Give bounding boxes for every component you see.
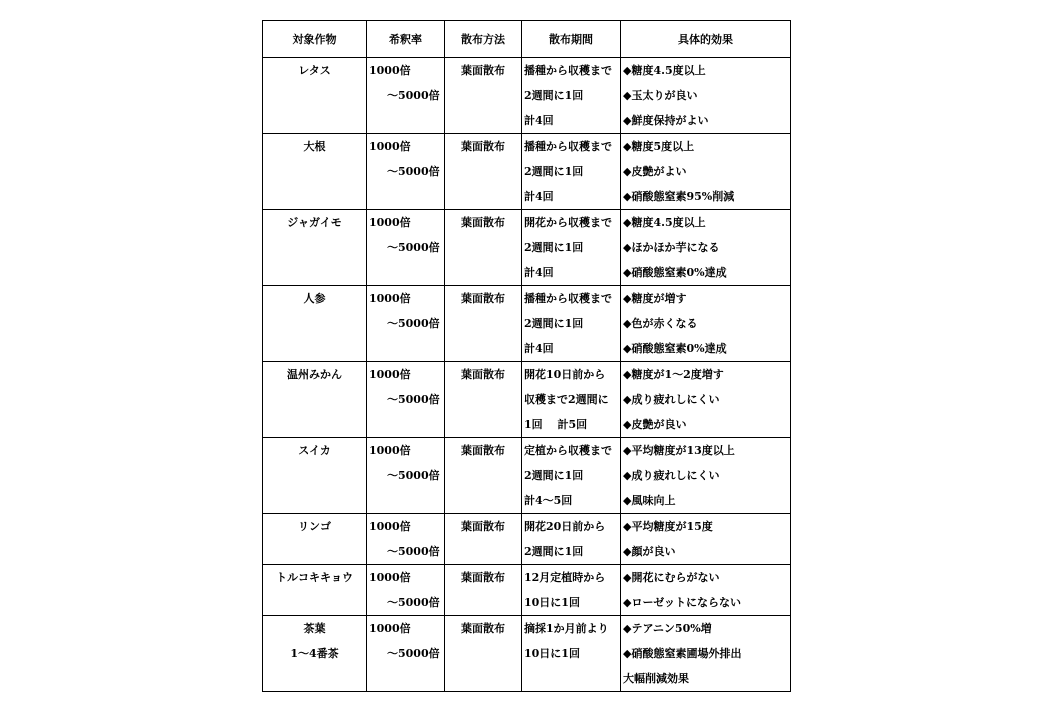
effects-line: ◆皮艶がよい (623, 165, 687, 178)
effects-cell (621, 514, 791, 565)
spray-method-cell (445, 616, 522, 692)
crop-line: リンゴ (298, 520, 331, 533)
effects-line: ◆玉太りが良い (623, 89, 698, 102)
period-line: 2週間に1回 (524, 469, 584, 482)
table-row (263, 616, 791, 692)
period-line: 播種から収穫まで (524, 64, 612, 77)
period-line: 摘採1か月前より (524, 622, 609, 635)
rate-line: ～5000倍 (387, 165, 440, 178)
spray-period-cell (522, 134, 621, 210)
effects-cell (621, 565, 791, 616)
table-row (263, 58, 791, 134)
period-line: 収穫まで2週間に (524, 393, 609, 406)
period-line: 12月定植時から (524, 571, 606, 584)
header-spray-method: 散布方法 (445, 21, 522, 58)
effects-line: ◆硝酸態窒素0%達成 (623, 266, 727, 279)
effects-line: ◆糖度4.5度以上 (623, 64, 706, 77)
effects-line: ◆糖度5度以上 (623, 140, 695, 153)
period-line: 播種から収穫まで (524, 292, 612, 305)
effects-line: ◆色が赤くなる (623, 317, 698, 330)
period-line: 2週間に1回 (524, 165, 584, 178)
dilution-rate-cell (367, 565, 445, 616)
effects-line: 大幅削減効果 (623, 672, 689, 685)
table-row (263, 210, 791, 286)
effects-line: ◆成り疲れしにくい (623, 393, 720, 406)
spray-period-cell (522, 438, 621, 514)
method-line: 葉面散布 (461, 444, 505, 457)
spray-period-cell (522, 58, 621, 134)
period-line: 10日に1回 (524, 596, 580, 609)
effects-cell (621, 438, 791, 514)
method-line: 葉面散布 (461, 216, 505, 229)
crop-line: ジャガイモ (287, 216, 342, 229)
period-line: 2週間に1回 (524, 317, 584, 330)
period-line: 10日に1回 (524, 647, 580, 660)
effects-line: ◆硝酸態窒素95%削減 (623, 190, 735, 203)
effects-line: ◆平均糖度が13度以上 (623, 444, 735, 457)
spray-method-cell (445, 134, 522, 210)
dilution-rate-cell (367, 616, 445, 692)
period-line: 2週間に1回 (524, 241, 584, 254)
effects-line: ◆開花にむらがない (623, 571, 720, 584)
period-line: 播種から収穫まで (524, 140, 612, 153)
table-row (263, 438, 791, 514)
rate-line: 1000倍 (369, 368, 411, 381)
period-line: 開花10日前から (524, 368, 606, 381)
rate-line: 1000倍 (369, 140, 411, 153)
effects-line: ◆成り疲れしにくい (623, 469, 720, 482)
period-line: 計4回 (524, 342, 554, 355)
rate-line: ～5000倍 (387, 241, 440, 254)
method-line: 葉面散布 (461, 520, 505, 533)
crop-line: 大根 (303, 140, 326, 153)
dilution-rate-cell (367, 362, 445, 438)
crop-cell (263, 58, 367, 134)
dilution-rate-cell (367, 286, 445, 362)
period-line: 定植から収穫まで (524, 444, 612, 457)
table-row (263, 565, 791, 616)
effects-line: ◆風味向上 (623, 494, 676, 507)
effects-line: ◆ローゼットにならない (623, 596, 742, 609)
rate-line: ～5000倍 (387, 596, 440, 609)
period-line: 計4回 (524, 266, 554, 279)
crop-cell (263, 286, 367, 362)
rate-line: 1000倍 (369, 292, 411, 305)
effects-line: ◆顔が良い (623, 545, 676, 558)
spray-period-cell (522, 362, 621, 438)
crop-line: 人参 (303, 292, 326, 305)
dilution-rate-cell (367, 58, 445, 134)
effects-cell (621, 210, 791, 286)
effects-cell (621, 616, 791, 692)
spray-method-cell (445, 210, 522, 286)
effects-cell (621, 286, 791, 362)
period-line: 2週間に1回 (524, 89, 584, 102)
period-line: 計4～5回 (524, 494, 573, 507)
period-line: 2週間に1回 (524, 545, 584, 558)
rate-line: ～5000倍 (387, 317, 440, 330)
table-header-row (263, 21, 791, 58)
crop-line: トルコキキョウ (276, 571, 353, 584)
crop-line: 1～4番茶 (290, 647, 339, 660)
crop-effect-table (262, 20, 791, 692)
spray-period-cell (522, 565, 621, 616)
period-line: 開花20日前から (524, 520, 606, 533)
period-line: 計4回 (524, 114, 554, 127)
rate-line: ～5000倍 (387, 469, 440, 482)
table-row (263, 286, 791, 362)
table-row (263, 514, 791, 565)
effects-line: ◆平均糖度が15度 (623, 520, 713, 533)
rate-line: ～5000倍 (387, 545, 440, 558)
table-row (263, 362, 791, 438)
spray-period-cell (522, 286, 621, 362)
rate-line: 1000倍 (369, 622, 411, 635)
method-line: 葉面散布 (461, 368, 505, 381)
rate-line: ～5000倍 (387, 393, 440, 406)
method-line: 葉面散布 (461, 622, 505, 635)
period-line: 1回 計5回 (524, 418, 588, 431)
spray-method-cell (445, 565, 522, 616)
header-specific-effects: 具体的効果 (621, 21, 791, 58)
crop-line: 温州みかん (287, 368, 342, 381)
dilution-rate-cell (367, 514, 445, 565)
crop-line: レタス (298, 64, 331, 77)
effects-line: ◆糖度が1～2度増す (623, 368, 724, 381)
method-line: 葉面散布 (461, 571, 505, 584)
effects-line: ◆糖度が増す (623, 292, 687, 305)
dilution-rate-cell (367, 134, 445, 210)
effects-line: ◆糖度4.5度以上 (623, 216, 706, 229)
effects-line: ◆テアニン50%増 (623, 622, 712, 635)
dilution-rate-cell (367, 210, 445, 286)
header-target-crop: 対象作物 (263, 21, 367, 58)
rate-line: 1000倍 (369, 520, 411, 533)
effects-line: ◆硝酸態窒素圃場外排出 (623, 647, 742, 660)
crop-line: 茶葉 (303, 622, 326, 635)
method-line: 葉面散布 (461, 292, 505, 305)
effects-cell (621, 58, 791, 134)
crop-cell (263, 514, 367, 565)
effects-line: ◆ほかほか芋になる (623, 241, 720, 254)
method-line: 葉面散布 (461, 140, 505, 153)
effects-line: ◆硝酸態窒素0%達成 (623, 342, 727, 355)
rate-line: 1000倍 (369, 64, 411, 77)
crop-cell (263, 134, 367, 210)
period-line: 計4回 (524, 190, 554, 203)
rate-line: 1000倍 (369, 444, 411, 457)
effects-cell (621, 134, 791, 210)
spray-period-cell (522, 616, 621, 692)
crop-cell (263, 438, 367, 514)
rate-line: ～5000倍 (387, 89, 440, 102)
spray-period-cell (522, 514, 621, 565)
spray-method-cell (445, 362, 522, 438)
spray-method-cell (445, 58, 522, 134)
crop-cell (263, 616, 367, 692)
crop-cell (263, 362, 367, 438)
spray-method-cell (445, 438, 522, 514)
header-spray-period: 散布期間 (522, 21, 621, 58)
table-row (263, 134, 791, 210)
method-line: 葉面散布 (461, 64, 505, 77)
effects-line: ◆鮮度保持がよい (623, 114, 709, 127)
period-line: 開花から収穫まで (524, 216, 612, 229)
effects-cell (621, 362, 791, 438)
spray-period-cell (522, 210, 621, 286)
spray-method-cell (445, 514, 522, 565)
crop-line: スイカ (298, 444, 331, 457)
effects-line: ◆皮艶が良い (623, 418, 687, 431)
dilution-rate-cell (367, 438, 445, 514)
spray-method-cell (445, 286, 522, 362)
rate-line: 1000倍 (369, 571, 411, 584)
rate-line: 1000倍 (369, 216, 411, 229)
rate-line: ～5000倍 (387, 647, 440, 660)
table-body (263, 58, 791, 692)
crop-cell (263, 210, 367, 286)
crop-cell (263, 565, 367, 616)
header-dilution-rate: 希釈率 (367, 21, 445, 58)
